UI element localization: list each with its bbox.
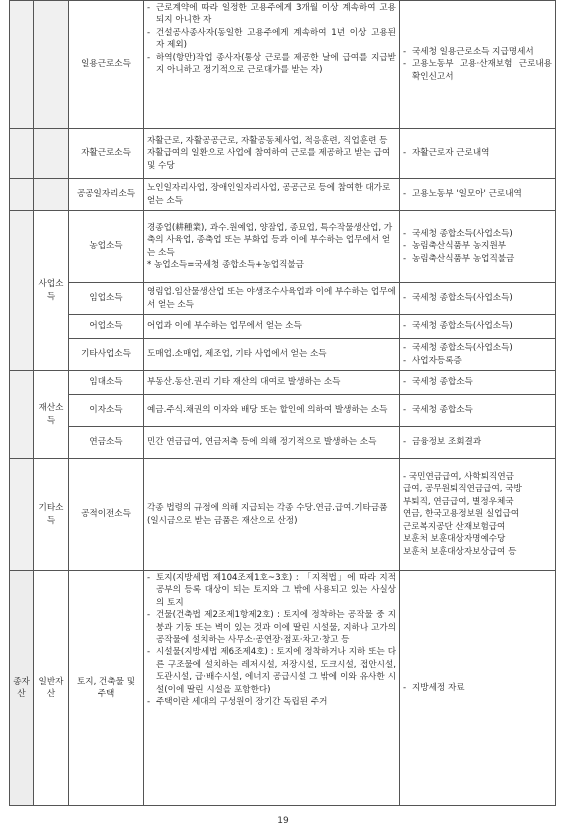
interest-income-label: 이자소득 (69, 395, 144, 427)
other-business-income-label: 기타사업소득 (69, 339, 144, 371)
public-transfer-income-label: 공적이전소득 (69, 459, 144, 571)
forest-income-source: - 국세청 종합소득(사업소득) (400, 283, 556, 315)
blank-cell (10, 211, 34, 371)
list-item: - 근로계약에 따라 일정한 고용주에게 3개월 이상 계속하여 고용되지 아니한 자 (147, 3, 396, 26)
general-assets-label: 일반자산 (34, 571, 69, 806)
daily-income-source (400, 1, 556, 129)
other-business-income-source: - 국세청 종합소득(사업소득) - 사업자등록증 (400, 339, 556, 371)
pension-income-content: 민간 연금급여, 연금저축 등에 의해 정기적으로 발생하는 소득 (144, 427, 400, 459)
pension-income-source: - 금융정보 조회결과 (400, 427, 556, 459)
daily-income-label: 일용근로소득 (69, 1, 144, 129)
list-item: - 주택이란 세대의 구성원이 장기간 독립된 주거 (147, 697, 328, 708)
blank-cell (10, 371, 34, 459)
table-row (10, 129, 556, 179)
public-job-income-content: 노인일자리사업, 장애인일자리사업, 공공근로 등에 참여한 대가로 얻는 소득 (144, 179, 400, 211)
public-transfer-income-source: - 국민연금급여, 사학퇴직연금 급여, 공무원퇴직연금급여, 국방 부퇴직, 연금급여, 별정우체국 연금, 한국고용정보원 실업급여 근로복지공단 산재보험급여 보훈처 보훈대상자명예수당 보훈처 보훈대상자보상급여 등 (400, 459, 556, 571)
business-income-group-label: 사업소득 (34, 211, 69, 371)
public-job-income-label: 공공일자리소득 (69, 179, 144, 211)
blank-cell (34, 1, 69, 129)
farm-income-source: - 국세청 종합소득(사업소득) - 농림축산식품부 농지원부 - 농림축산식품부 농업직불금 (400, 211, 556, 283)
list-item: - 고용노동부 고용·산재보험 근로내용 확인신고서 (403, 59, 552, 82)
fishery-income-content: 어업과 이에 부수하는 업무에서 얻는 소득 (144, 315, 400, 339)
blank-cell (10, 1, 34, 129)
list-item: - 토지(지방세법 제104조제1호~3호) : 「지적법」에 따라 지적공부의 등록 대상이 되는 토지와 그 밖에 사용되고 있는 사실상의 토지 (147, 573, 396, 608)
farm-income-content: 경종업(耕種業), 과수.원예업, 양잠업, 종묘업, 특수작물생산업, 가축의 사육업, 종축업 또는 부화업 등과 이에 부수하는 업무에서 얻는 소득 * 농업소득=국세청 종합소득+농업직불금 (144, 211, 400, 283)
table-row (10, 1, 556, 129)
public-transfer-income-content: 각종 법령의 규정에 의해 지급되는 각종 수당.연금.급여.기타금품(일시금으로 받는 금품은 재산으로 산정) (144, 459, 400, 571)
rental-income-label: 임대소득 (69, 371, 144, 395)
table-row (10, 427, 556, 459)
farm-income-note: * 농업소득=국세청 종합소득+농업직불금 (147, 259, 304, 270)
selfsupport-income-source: - 자활근로자 근로내역 (400, 129, 556, 179)
list-item: - 건물(건축법 제2조제1항제2호) : 토지에 정착하는 공작물 중 지붕과 기둥 또는 벽이 있는 것과 이에 딸린 시설물, 지하나 고가의 공작물에 설치하는 사무소·공연장·점포·차고·창고 등 (147, 610, 396, 646)
list-item: - 건설공사종사자(동일한 고용주에게 계속하여 1년 이상 고용된 자 제외) (147, 27, 396, 51)
table-row (10, 459, 556, 571)
interest-income-source: - 국세청 종합소득 (400, 395, 556, 427)
other-business-income-content: 도매업.소매업, 제조업, 기타 사업에서 얻는 소득 (144, 339, 400, 371)
pension-income-label: 연금소득 (69, 427, 144, 459)
property-income-group-label: 재산소득 (34, 371, 69, 459)
table-row (10, 371, 556, 395)
other-income-group-label: 기타소득 (34, 459, 69, 571)
selfsupport-income-label: 자활근로소득 (69, 129, 144, 179)
daily-income-content (144, 1, 400, 129)
table-row (10, 339, 556, 371)
table-row (10, 315, 556, 339)
interest-income-content: 예금.주식.채권의 이자와 배당 또는 할인에 의하여 발생하는 소득 (144, 395, 400, 427)
forest-income-label: 임업소득 (69, 283, 144, 315)
farm-income-label: 농업소득 (69, 211, 144, 283)
blank-cell (34, 179, 69, 211)
blank-cell (10, 179, 34, 211)
rental-income-content: 부동산.동산.권리 기타 재산의 대여로 발생하는 소득 (144, 371, 400, 395)
total-assets-label: 종자산 (10, 571, 34, 806)
income-criteria-table (9, 0, 556, 806)
public-job-income-source: - 고용노동부 '일모아' 근로내역 (400, 179, 556, 211)
table-row (10, 211, 556, 283)
blank-cell (10, 129, 34, 179)
table-row (10, 283, 556, 315)
blank-cell (34, 129, 69, 179)
table-row (10, 179, 556, 211)
land-building-housing-source: - 지방세정 자료 (400, 571, 556, 806)
fishery-income-label: 어업소득 (69, 315, 144, 339)
fishery-income-source: - 국세청 종합소득(사업소득) (400, 315, 556, 339)
table-row (10, 395, 556, 427)
land-building-housing-content (144, 571, 400, 806)
forest-income-content: 영림업.임산물생산업 또는 야생조수사육업과 이에 부수하는 업무에서 얻는 소득 (144, 283, 400, 315)
list-item: - 하역(항만)작업 종사자(통상 근로를 제공한 날에 급여를 지급받지 아니하고 정기적으로 근로대가를 받는 자) (147, 52, 396, 76)
table-row (10, 571, 556, 806)
list-item: - 국세청 일용근로소득 지급명세서 (403, 46, 534, 57)
list-item: - 시설물(지방세법 제6조제4호) : 토지에 정착하거나 지하 또는 다른 구조물에 설치하는 레저시설, 저장시설, 도크시설, 접안시설, 도관시설, 급·배수시설, 에너지 공급시설 그 밖에 이와 유사한 시설(이에 딸린 시설을 포함한다) (147, 647, 396, 695)
selfsupport-income-content: 자활근로, 자활공공근로, 자활공동체사업, 적응훈련, 직업훈련 등 자활급여의 일환으로 사업에 참여하여 근로를 제공하고 받는 급여 및 수당 (144, 129, 400, 179)
rental-income-source: - 국세청 종합소득 (400, 371, 556, 395)
blank-cell (10, 459, 34, 571)
land-building-housing-label: 토지, 건축물 및 주택 (69, 571, 144, 806)
page-number: 19 (277, 816, 289, 826)
